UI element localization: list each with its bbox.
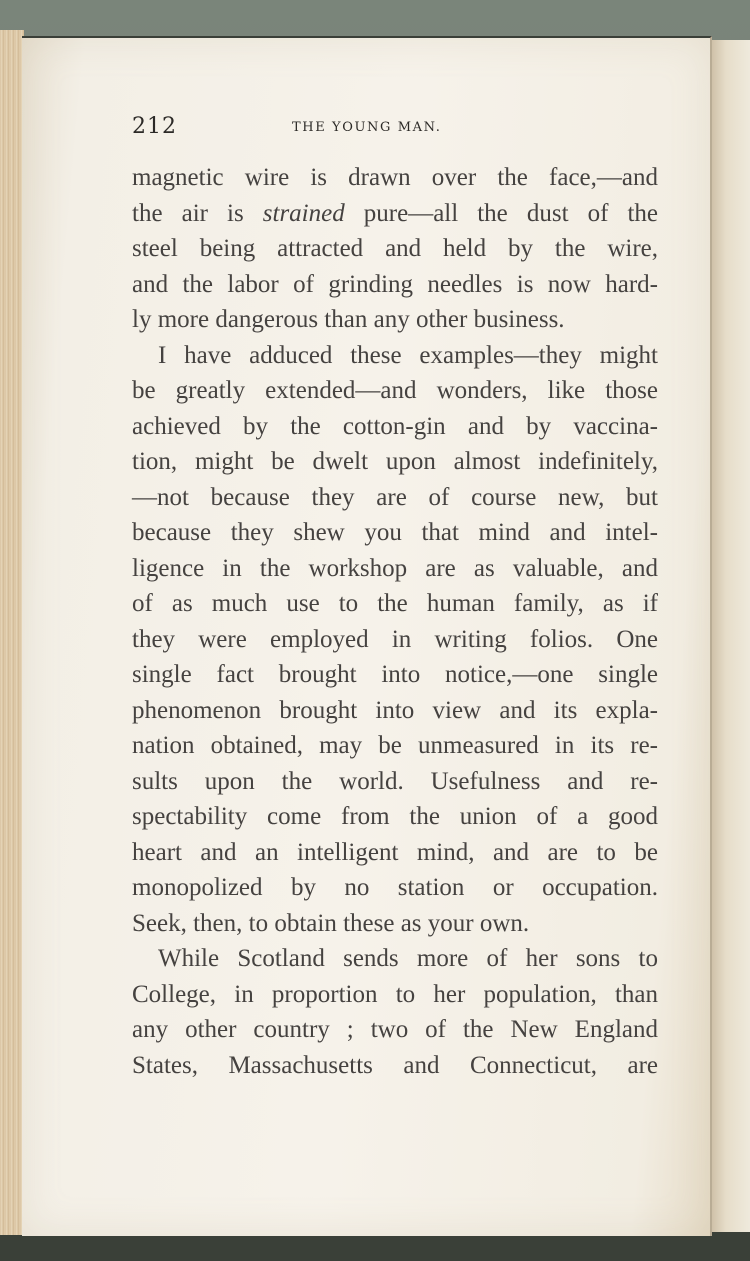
text-line: College, in proportion to her population, than xyxy=(132,980,658,1008)
text-line: ly more dangerous than any other business. xyxy=(132,306,565,333)
text-line: they were employed in writing folios. One xyxy=(132,625,658,653)
text-line: spectability come from the union of a good xyxy=(132,803,658,830)
text-line: I have adduced these examples—they might xyxy=(158,341,658,369)
paragraph xyxy=(132,941,658,1083)
italic-word: strained xyxy=(262,199,345,227)
text-line: phenomenon brought into view and its expla- xyxy=(132,696,658,724)
text-line: ligence in the workshop are as valuable, and xyxy=(132,554,658,582)
text-line: single fact brought into notice,—one single xyxy=(132,661,658,688)
text-line: heart and an intelligent mind, and are to be xyxy=(132,838,658,866)
text-line: Seek, then, to obtain these as your own. xyxy=(132,909,530,937)
paragraph xyxy=(132,338,658,942)
text-span: pure—all the dust of the xyxy=(344,199,658,227)
text-line: monopolized by no station or occupation. xyxy=(132,874,658,901)
text-line: States, Massachusetts and Connecticut, are xyxy=(132,1051,658,1079)
text-line: steel being attracted and held by the wire, xyxy=(132,235,658,262)
paragraph xyxy=(132,160,658,338)
text-line: be greatly extended—and wonders, like those xyxy=(132,377,658,404)
text-line: and the labor of grinding needles is now hard- xyxy=(132,270,658,298)
text-line: because they shew you that mind and intel- xyxy=(132,519,658,546)
text-line: any other country ; two of the New England xyxy=(132,1016,658,1043)
text-line: While Scotland sends more of her sons to xyxy=(158,945,658,972)
running-title: THE YOUNG MAN. xyxy=(292,120,442,135)
text-line: —not because they are of course new, but xyxy=(132,483,658,511)
page-number: 212 xyxy=(132,114,177,139)
body-text xyxy=(132,160,658,1083)
text-span: the air is xyxy=(132,199,263,227)
text-line: achieved by the cotton-gin and by vaccina- xyxy=(132,412,658,440)
text-line: magnetic wire is drawn over the face,—and xyxy=(132,164,658,191)
text-line: tion, might be dwelt upon almost indefinitely, xyxy=(132,448,658,475)
page-stack-edge xyxy=(0,30,24,1235)
text-line: of as much use to the human family, as if xyxy=(132,590,658,617)
running-head xyxy=(132,114,662,148)
text-line: sults upon the world. Usefulness and re- xyxy=(132,767,658,795)
text-line xyxy=(132,196,658,232)
book-cover-bottom xyxy=(0,1232,750,1261)
text-line: nation obtained, may be unmeasured in its re- xyxy=(132,732,658,759)
